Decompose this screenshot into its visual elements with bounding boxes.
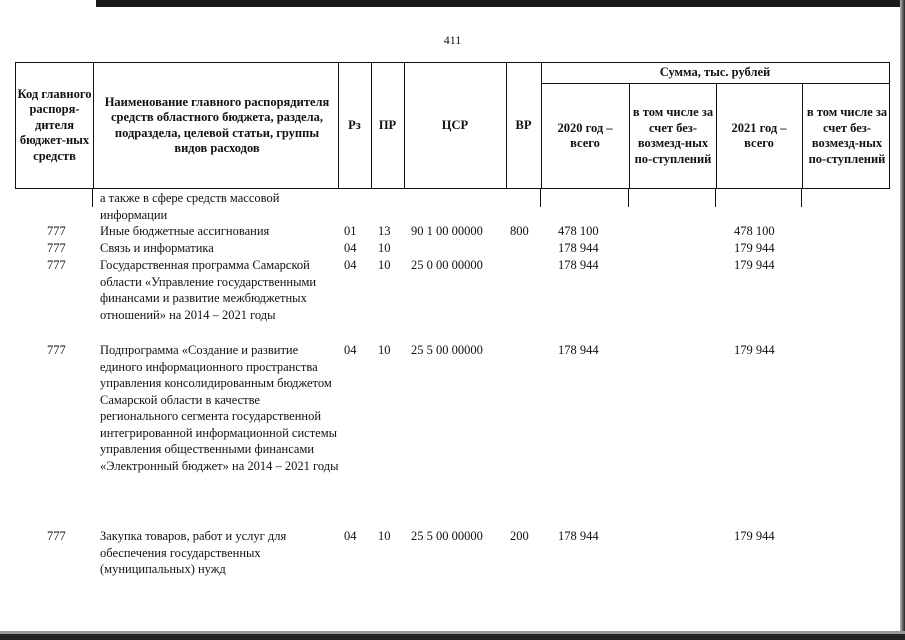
row-vr: 800: [510, 224, 529, 238]
header-2020-free: в том числе за счет без-возмезд-ных по-ступлений: [632, 105, 714, 166]
row-pr: 10: [378, 343, 391, 357]
row-sum-2020: 178 944: [558, 529, 599, 543]
row-rz: 04: [344, 258, 357, 272]
row-csr: 25 5 00 00000: [411, 529, 483, 543]
scan-edge-bottom: [0, 634, 905, 640]
row-sum-2021: 179 944: [734, 241, 775, 255]
row-name: а также в сфере средств массовой информации: [100, 191, 280, 222]
header-divider: [93, 63, 94, 188]
table-header: [15, 62, 890, 189]
header-name: Наименование главного распорядителя средств областного бюджета, раздела, подраздела, целевой статьи, группы видов расходов: [104, 94, 330, 155]
row-csr: 25 0 00 00000: [411, 258, 483, 272]
row-name: Подпрограмма «Создание и развитие единого информационного пространства управления консолидированным бюджетом Самарской области в качестве регионального сегмента государственной интегрированной информационной системы управления общественными финансами «Электронный бюджет» на 2014 – 2021 годы: [100, 343, 339, 473]
row-pr: 13: [378, 224, 391, 238]
row-code: 777: [47, 224, 66, 238]
header-divider: [802, 84, 803, 188]
column-divider: [801, 189, 802, 207]
page-number: 411: [443, 33, 462, 47]
row-name: Иные бюджетные ассигнования: [100, 224, 270, 238]
row-name: Государственная программа Самарской области «Управление государственными финансами и развитие межбюджетных отношений» на 2014 – 2021 годы: [100, 258, 317, 322]
column-divider: [540, 189, 541, 207]
header-csr: ЦСР: [441, 117, 469, 132]
row-rz: 01: [344, 224, 357, 238]
header-code: Код главного распоря-дителя бюджет-ных средств: [17, 86, 92, 163]
row-name: Закупка товаров, работ и услуг для обеспечения государственных (муниципальных) нужд: [100, 529, 287, 576]
row-name: Связь и информатика: [100, 241, 214, 255]
row-code: 777: [47, 343, 66, 357]
scan-edge-top: [96, 0, 905, 7]
row-sum-2020: 478 100: [558, 224, 599, 238]
row-sum-2021: 179 944: [734, 258, 775, 272]
row-code: 777: [47, 241, 66, 255]
scan-edge-right: [900, 0, 905, 640]
row-sum-2021: 179 944: [734, 529, 775, 543]
row-pr: 10: [378, 241, 391, 255]
row-pr: 10: [378, 529, 391, 543]
row-code: 777: [47, 529, 66, 543]
header-rz: Рз: [348, 117, 361, 132]
row-rz: 04: [344, 343, 357, 357]
header-vr: ВР: [515, 117, 532, 132]
row-csr: 90 1 00 00000: [411, 224, 483, 238]
header-2021-free: в том числе за счет без-возмезд-ных по-ступлений: [806, 105, 888, 166]
header-divider: [716, 84, 717, 188]
row-sum-2020: 178 944: [558, 343, 599, 357]
column-divider: [628, 189, 629, 207]
row-sum-2020: 178 944: [558, 258, 599, 272]
row-rz: 04: [344, 529, 357, 543]
header-2020-total: 2020 год – всего: [557, 120, 613, 150]
row-rz: 04: [344, 241, 357, 255]
row-csr: 25 5 00 00000: [411, 343, 483, 357]
row-pr: 10: [378, 258, 391, 272]
header-pr: ПР: [378, 117, 397, 132]
column-divider: [715, 189, 716, 207]
header-2021-total: 2021 год – всего: [731, 120, 787, 150]
header-divider: [629, 84, 630, 188]
row-sum-2021: 478 100: [734, 224, 775, 238]
header-sum: Сумма, тыс. рублей: [659, 65, 771, 80]
row-sum-2021: 179 944: [734, 343, 775, 357]
row-sum-2020: 178 944: [558, 241, 599, 255]
column-divider: [92, 189, 93, 207]
row-code: 777: [47, 258, 66, 272]
row-vr: 200: [510, 529, 529, 543]
